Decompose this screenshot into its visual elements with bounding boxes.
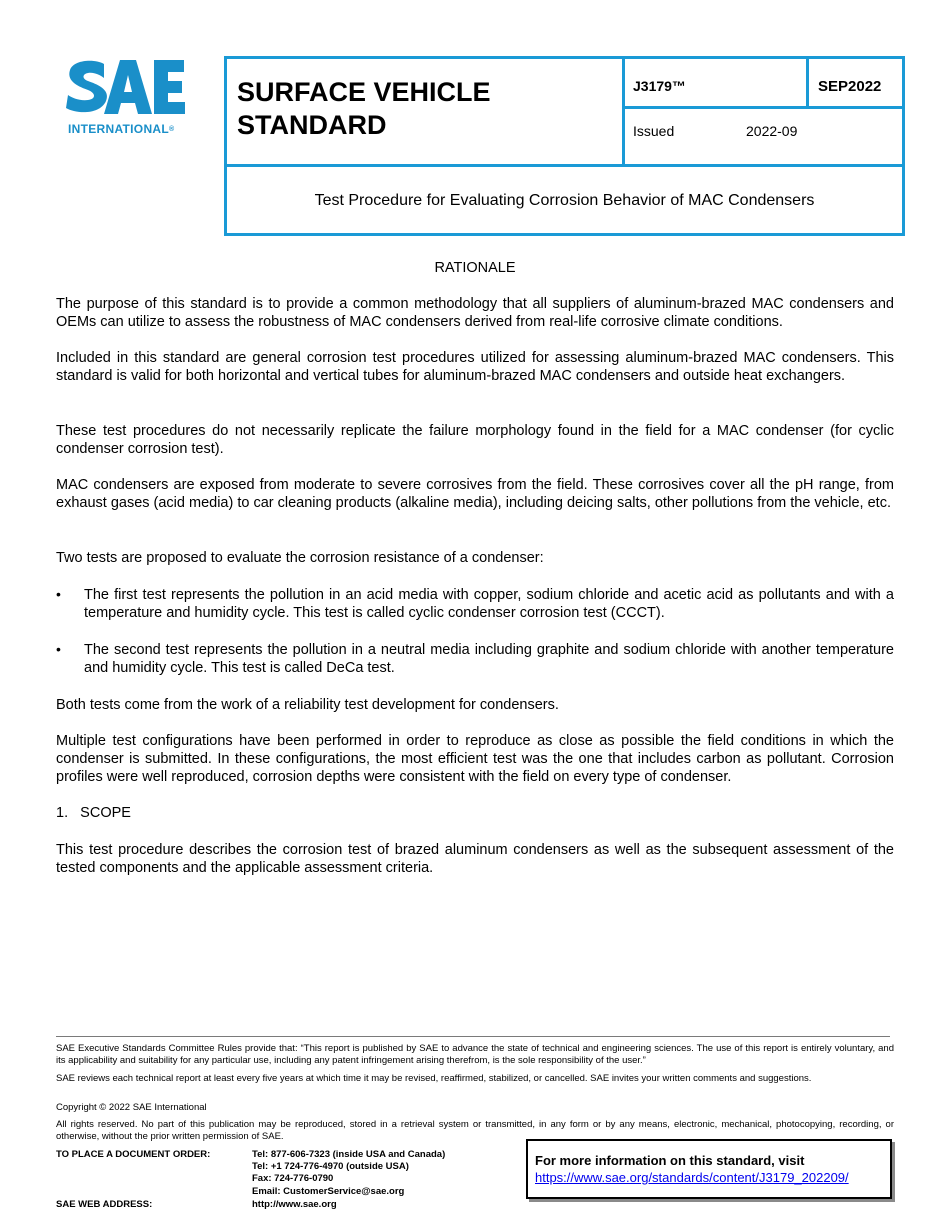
scope-heading: 1. SCOPE bbox=[56, 805, 131, 821]
footer-rights-text: All rights reserved. No part of this publication may be reproduced, stored in a retrieval system or transmitted, in any form or by any means, electronic, mechanical, photocopying, recording, or otherwise, without the prior written permission of SAE. bbox=[56, 1119, 894, 1142]
header-divider bbox=[622, 56, 625, 166]
standard-link[interactable]: https://www.sae.org/standards/content/J3179_202209/ bbox=[535, 1170, 849, 1185]
document-type: SURFACE VEHICLE STANDARD bbox=[237, 77, 491, 140]
bullet-item: The first test represents the pollution in an acid media with copper, sodium chloride and acetic acid as pollutants and with a temperature and humidity cycle. This test is called cyclic condenser corrosion test (CCCT). bbox=[84, 587, 894, 621]
footer-rule bbox=[56, 1036, 890, 1037]
order-label: TO PLACE A DOCUMENT ORDER: bbox=[56, 1149, 211, 1160]
document-date-code: SEP2022 bbox=[818, 78, 882, 95]
footer-copyright: Copyright © 2022 SAE International bbox=[56, 1102, 207, 1113]
logo-subtitle: INTERNATIONAL® bbox=[68, 122, 175, 136]
paragraph: Multiple test configurations have been performed in order to reproduce as close as possible the field conditions in which the condenser is submitted. In these configurations, the most efficient test was the one that includes carbon as pollutant. Corrosion profiles were well reproduced, corrosion depths were consistent with the field on every type of condenser. bbox=[56, 733, 894, 785]
order-fax: Fax: 724-776-0790 bbox=[252, 1173, 334, 1184]
paragraph: Both tests come from the work of a reliability test development for condensers. bbox=[56, 697, 559, 713]
info-box bbox=[526, 1139, 892, 1199]
bullet-item: The second test represents the pollution in a neutral media including graphite and sodium chloride with another temperature and humidity cycle. This test is called DeCa test. bbox=[84, 642, 894, 676]
header-divider bbox=[224, 164, 905, 167]
header-divider bbox=[806, 56, 809, 108]
web-address-link[interactable]: http://www.sae.org bbox=[252, 1199, 337, 1210]
issued-label: Issued bbox=[633, 123, 675, 139]
web-address-label: SAE WEB ADDRESS: bbox=[56, 1199, 153, 1210]
bullet-marker: • bbox=[56, 586, 61, 602]
document-number: J3179™ bbox=[633, 78, 686, 94]
order-email[interactable]: Email: CustomerService@sae.org bbox=[252, 1186, 405, 1197]
issued-value: 2022-09 bbox=[746, 123, 798, 139]
header-divider bbox=[622, 106, 905, 109]
order-tel-2: Tel: +1 724-776-4970 (outside USA) bbox=[252, 1161, 409, 1172]
paragraph: These test procedures do not necessarily replicate the failure morphology found in the field for a MAC condenser (for cyclic condenser corrosion test). bbox=[56, 423, 894, 457]
footer-review-text: SAE reviews each technical report at least every five years at which time it may be revised, reaffirmed, stabilized, or cancelled. SAE invites your written comments and suggestions. bbox=[56, 1073, 812, 1084]
footer-rules-text: SAE Executive Standards Committee Rules provide that: “This report is published by SAE to advance the state of technical and engineering sciences. The use of this report is entirely voluntary, and its applicability and suitability for any particular use, including any patent infringement arising therefrom, is the sole responsibility of the user.” bbox=[56, 1043, 894, 1066]
info-heading: For more information on this standard, visit bbox=[535, 1153, 805, 1168]
document-title: Test Procedure for Evaluating Corrosion Behavior of MAC Condensers bbox=[314, 192, 815, 209]
paragraph: Two tests are proposed to evaluate the corrosion resistance of a condenser: bbox=[56, 550, 544, 566]
paragraph: The purpose of this standard is to provide a common methodology that all suppliers of aluminum-brazed MAC condensers and OEMs can utilize to assess the robustness of MAC condensers derived from real-life corrosive climate conditions. bbox=[56, 296, 894, 330]
order-tel-1: Tel: 877-606-7323 (inside USA and Canada) bbox=[252, 1149, 446, 1160]
rationale-heading: RATIONALE bbox=[434, 260, 516, 276]
paragraph: This test procedure describes the corrosion test of brazed aluminum condensers as well as the subsequent assessment of the tested components and the applicable assessment criteria. bbox=[56, 842, 894, 876]
bullet-marker: • bbox=[56, 641, 61, 657]
paragraph: MAC condensers are exposed from moderate to severe corrosives from the field. These corrosives cover all the pH range, from exhaust gases (acid media) to car cleaning products (alkaline media), including deicing salts, other pollutions from the vehicle, etc. bbox=[56, 477, 894, 511]
paragraph: Included in this standard are general corrosion test procedures utilized for assessing aluminum-brazed MAC condensers. This standard is valid for both horizontal and vertical tubes for aluminum-brazed MAC condensers and outside heat exchangers. bbox=[56, 350, 894, 384]
